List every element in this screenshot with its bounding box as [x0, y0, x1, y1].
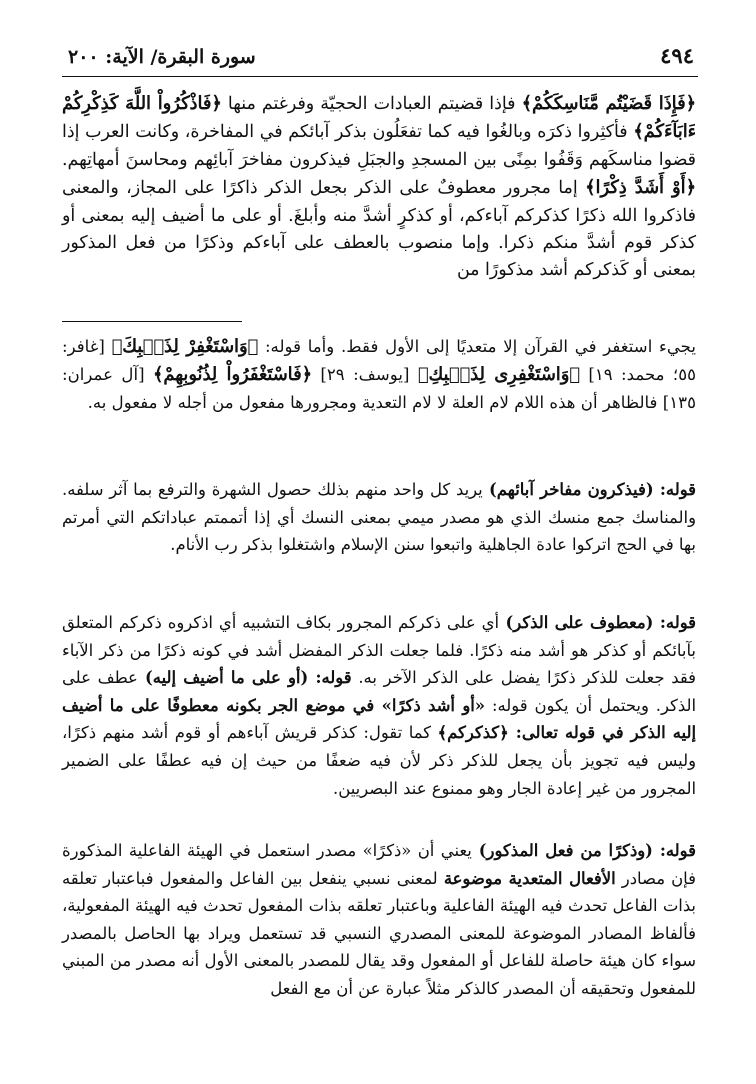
gloss-quote: (فيذكرون مفاخر آبائهم): [482, 480, 660, 499]
footnote-rule: [62, 321, 242, 322]
gloss-label: قوله:: [659, 613, 696, 632]
verse-quote: ﴿أَوْ أَشَدَّ ذِكْرًا﴾: [585, 177, 696, 199]
main-commentary: [62, 90, 696, 285]
gloss-paragraph: [62, 837, 696, 1003]
gloss-label: قوله:: [659, 480, 696, 499]
gloss-emphasis: الأفعال المتعدية موضوعة: [443, 868, 616, 888]
verse-reference: [يوسف: ٢٩]: [312, 365, 418, 384]
gloss-quote: (أو على ما أضيف إليه): [137, 668, 316, 688]
verse-reference: [غافر: ٥٥؛ محمد: ١٩]: [62, 337, 697, 384]
gloss-label: قوله:: [659, 841, 696, 860]
gloss-label: قوله:: [315, 668, 352, 688]
page-header: [68, 38, 694, 68]
surah-title: سورة البقرة/ الآية: ٢٠٠: [68, 46, 256, 68]
verse-quote: ﴿فَاذْكُرُواْ اللَّهَ كَذِكْرِكُمْ ءَابَآءَكُمْ﴾: [62, 93, 696, 143]
verse-quote: ﴿كذكركم﴾: [437, 723, 509, 743]
verse-quote: ﴿فَاسْتَغْفَرُواْ لِذُنُوبِهِمْ﴾: [152, 364, 313, 385]
gloss-paragraph: [62, 609, 696, 802]
commentary-text: إما مجرور معطوفٌ على الذكر بجعل الذكر ذاكرًا على المجاز، والمعنى فاذكروا الله ذكرًا كذكركم آباءكم، أو كذكرٍ أشدَّ منه وأبلغَ. أو على ما أضيف إليه بمعنى أو كذكر قوم أشدَّ منكم ذكرا. وإما منصوب بالعطف على آباءكم وذكرًا من فعل المذكور بمعنى أو كَذكركم أشد مذكورًا من: [62, 178, 696, 281]
gloss-text: لمعنى نسبي ينفعل بين الفاعل والمفعول فباعتبار تعلقه بذات الفاعل تحدث فيه الهيئة الفاعلية وباعتبار تعلقه بذات المفعول تحدث فيه الهيئة المفعولية، فألفاظ المصادر الموضوعة للمعنى المصدري النسبي قد تستعمل ويراد بها الحاصل بالمصدر سواء كان هيئة حاصلة للفاعل أو المفعول وقد يقال للمصدر بالمعنى الأول أنه مصدر من المبني للمفعول وتحقيقه أن المصدر كالذكر مثلاً عبارة عن أن مع الفعل: [62, 868, 696, 998]
gloss-text: يعني أن «ذكرًا» مصدر استعمل في الهيئة الفاعلية المذكورة فإن مصادر: [62, 841, 696, 888]
gloss-paragraph: [62, 476, 696, 559]
verse-reference: [آل عمران: ١٣٥]: [62, 365, 696, 412]
verse-quote: ﴿فَإِذَا قَضَيْتُم مَّنَاسِكَكُمْ﴾: [521, 93, 696, 114]
footnote-text: فالظاهر أن هذه اللام لام العلة لا لام التعدية ومجرورها مفعول من أجله لا مفعول به.: [87, 393, 658, 412]
gloss-text: يريد كل واحد منهم بذلك حصول الشهرة والترفع بما آثر سلفه. والمناسك جمع منسك الذي هو مصدر ميمي بمعنى النسك أي إذا أتممتم عباداتكم التي أمرتم بها في الحج اتركوا عادة الجاهلية واتبعوا سنن الإسلام واشتغلوا بذكر رب الأنام.: [62, 480, 696, 555]
gloss-quote: (وذكرًا من فعل المذكور): [471, 841, 660, 860]
gloss-text: أي على ذكركم المجرور بكاف التشبيه أي اذكروه ذكركم المتعلق بآبائكم أو كذكر هو أشد منه ذكرًا. فلما جعلت الذكر المفضل أشد في كونه ذكرًا من ذكر الآباء فقد جعلت للذكر ذكرًا يفضل على الذكر الآخر به.: [62, 613, 697, 688]
page-number: ٤٩٤: [660, 43, 694, 68]
verse-quote: ﴿وَاسْتَغْفِرْ لِذَنۢبِكَ﴾: [111, 336, 259, 357]
commentary-text: فأكثِروا ذكرَه وبالغُوا فيه كما تفعَلُون بذكر آبائكم في المفاخرة، وكانت العرب إذا قضوا مناسكَهم وَقَفُوا بمِنًى بين المسجدِ والجبَلِ فيذكرون مفاخرَ آبائِهم ومحاسنَ أمهاتِهم.: [62, 122, 696, 170]
gloss-quote: «أو أشد ذكرًا» في موضع الجر بكونه معطوفًا على ما أضيف إليه الذكر في قوله تعالى:: [62, 695, 697, 743]
gloss-quote: (معطوف على الذكر): [499, 613, 660, 632]
footnote: [62, 333, 696, 417]
gloss-text: كما تقول: كذكر قريش آباءهم أو قوم أشد منهم ذكرًا، وليس فيه تجويز بأن يجعل للذكر ذكر لأن فيه ضعفًا من حيث إن فيه عطفًا على الضمير المجرور من غير إعادة الجار وهو ممنوع عند البصريين.: [62, 723, 696, 798]
gloss-text: عطف على الذكر. ويحتمل أن يكون قوله:: [62, 668, 697, 715]
header-rule: [62, 76, 698, 77]
commentary-text: فإذا قضيتم العبادات الحجيّة وفرغتم منها: [221, 94, 522, 114]
verse-quote: ﴿وَاسْتَغْفِرِى لِذَنۢبِكِ﴾: [417, 364, 580, 385]
footnote-text: يجيء استغفر في القرآن إلا متعديًا إلى الأول فقط. وأما قوله:: [258, 337, 696, 356]
